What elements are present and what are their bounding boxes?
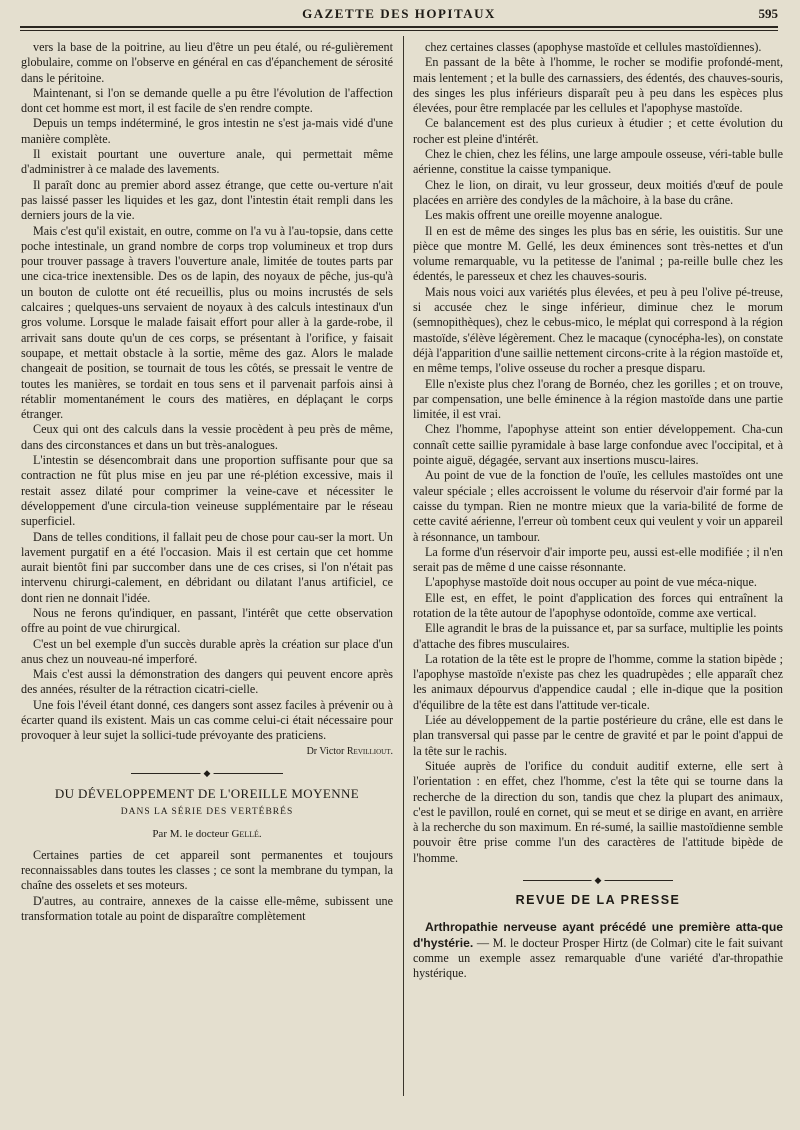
body-paragraph: Il paraît donc au premier abord assez étrange, que cette ou-verture n'ait pas laissé passer les liquides et les gaz, dont l'intestin était rempli dans les derniers jours de la vie. xyxy=(21,177,393,223)
page-number: 595 xyxy=(758,6,778,21)
body-paragraph: Mais c'est aussi la démonstration des dangers qui peuvent encore après des années, résulter de la rétraction cicatri-cielle. xyxy=(21,667,393,697)
body-paragraph: Ceux qui ont des calculs dans la vessie procèdent à peu près de même, dans des circonstances et dans un but très-analogues. xyxy=(21,422,393,452)
press-item-lead: Arthropathie nerveuse ayant précédé une première atta-que d'hystérie. xyxy=(413,920,783,950)
body-paragraph: Mais nous voici aux variétés plus élevées, et peu à peu l'olive pé-treuse, si accusée chez le singe inférieur, diminue chez le morum (semnopithèques), chez le cebus-mico, le méplat qui correspond à la région mastoïde, s'élève légèrement. Chez le macaque (cynocépha-les), on constate déjà l'apparition d'une saillie nettement circons-crite à la région mastoïde et, en même temps, l'olive osseuse du rocher a presque disparu. xyxy=(413,284,783,376)
press-item xyxy=(413,920,783,981)
left-paragraphs-a xyxy=(21,40,393,744)
body-paragraph: Elle n'existe plus chez l'orang de Bornéo, chez les gorilles ; et on trouve, par compensation, une belle éminence à la région mastoïde dans une partie limitée, il est vrai. xyxy=(413,376,783,422)
right-paragraphs xyxy=(413,40,783,866)
signature-name: Revilliout. xyxy=(346,745,393,757)
body-paragraph: chez certaines classes (apophyse mastoïde et cellules mastoïdiennes). xyxy=(425,40,762,54)
body-paragraph: Chez l'homme, l'apophyse atteint son entier développement. Cha-cun connaît cette saillie pyramidale à base large confondue avec l'occipital, et à pointe aiguë, dégagée, servant aux insertions muscu-laires. xyxy=(413,422,783,468)
body-paragraph: Chez le chien, chez les félins, une large ampoule osseuse, véri-table bulle aérienne, constitue la caisse tympanique. xyxy=(413,147,783,177)
body-paragraph: Une fois l'éveil étant donné, ces dangers sont assez faciles à prévenir ou à écarter quand ils existent. Mais un cas comme celui-ci était nécessaire pour provoquer à leur sujet la sollici-tude prévoyante des praticiens. xyxy=(21,697,393,743)
body-paragraph: En passant de la bête à l'homme, le rocher se modifie profondé-ment, mais lentement ; et la bulle des carnassiers, des édentés, des chauves-souris, des singes les plus inférieurs disparaît peu à peu dans les espèces plus élevées, pour être remplacée par les cellules et l'apophyse mastoïde. xyxy=(413,55,783,116)
page-header xyxy=(20,4,778,26)
body-paragraph: L'intestin se désencombrait dans une proportion suffisante pour que sa contraction ne fût plus mise en jeu par une ré-plétion excessive, mais il restait assez dilaté pour comprimer la veine-cave et nécessiter le développement d'une circula-tion veineuse supplémentaire par le réseau superficiel. xyxy=(21,453,393,529)
journal-title: GAZETTE DES HOPITAUX xyxy=(302,6,496,21)
press-separator xyxy=(413,876,783,884)
body-paragraph: L'apophyse mastoïde doit nous occuper au point de vue méca-nique. xyxy=(425,575,757,590)
left-column xyxy=(21,40,393,924)
header-rule-thin xyxy=(20,30,778,31)
right-column xyxy=(413,40,783,982)
article-subtitle: DANS LA SÉRIE DES VERTÉBRÉS xyxy=(120,807,294,818)
body-paragraph: Nous ne ferons qu'indiquer, en passant, l'intérêt que cette observation offre au point de vue chirurgical. xyxy=(21,605,393,636)
body-paragraph: La forme d'un réservoir d'air importe peu, aussi est-elle modifiée ; il n'en serait pas de même d une caisse résonnante. xyxy=(413,544,783,575)
body-paragraph: D'autres, au contraire, annexes de la caisse elle-même, subissent une transformation totale au point de disparaître complètement xyxy=(21,893,393,924)
author-prefix: Par M. le docteur xyxy=(152,827,229,840)
body-paragraph: Il existait pourtant une ouverture anale, qui permettait même d'administrer à ce malade des lavements. xyxy=(21,147,393,177)
body-paragraph: Ce balancement est des plus curieux à étudier ; et cette évolution du rocher est pleine d'intérêt. xyxy=(413,116,783,146)
body-paragraph: Située auprès de l'orifice du conduit auditif externe, elle sert à l'orientation : en effet, chez l'homme, c'est la tête qui se tourne dans la recherche de la direction du son, tandis que chez la plupart des animaux, c'est le pavillon, roulé en cornet, qui se meut et se dirige en avant, en arrière à la recherche du son maximum. En ré-sumé, la saillie mastoïdienne semble pouvoir être prise comme l'un des caractères de l'attitude bipède de l'homme. xyxy=(413,758,783,865)
body-paragraph: La rotation de la tête est le propre de l'homme, comme la station bipède ; l'apophyse mastoïde n'existe pas chez les quadrupèdes ; elle apparaît chez les animaux dépourvus d'appendice caudal ; elle in-dique que la position d'équilibre de la tête est dans l'attitude ver-ticale. xyxy=(413,651,783,712)
body-paragraph: Depuis un temps indéterminé, le gros intestin ne s'est ja-mais vidé d'une manière complète. xyxy=(21,116,393,146)
body-paragraph: Il en est de même des singes les plus bas en série, les ouistitis. Sur une pièce que montre M. Gellé, les deux éminences sont très-nettes et d'un volume remarquable, vu la petitesse de l'animal ; pa-reille bulle chez les édentés, le paresseux et chez les chauves-souris. xyxy=(413,223,783,284)
body-paragraph: Certaines parties de cet appareil sont permanentes et toujours reconnaissables dans toutes les classes ; ce sont la membrane du tympan, la chaîne des osselets et ses moteurs. xyxy=(21,847,393,893)
body-paragraph: Au point de vue de la fonction de l'ouïe, les cellules mastoïdes ont une valeur spéciale ; elles accroissent le volume du réservoir d'air formé par la caisse du tympan. Rien ne montre mieux que la varia-bilité de forme de cette cavité aérienne, l'erreur où tombent ceux qui veulent y voir un appareil à résonnance, un tambour. xyxy=(413,468,783,544)
section-separator xyxy=(21,769,393,777)
column-divider xyxy=(403,36,404,1096)
header-rule xyxy=(20,26,778,28)
article-signature xyxy=(21,744,393,759)
article-author xyxy=(21,827,393,842)
press-section-title: REVUE DE LA PRESSE xyxy=(515,893,681,908)
left-paragraphs-b xyxy=(21,848,393,924)
press-item-text: — M. le docteur Prosper Hirtz (de Colmar) cite le fait suivant comme un exemple assez remarquable d'une variété d'ar-thropathie hystérique. xyxy=(413,935,783,981)
body-paragraph: Dans de telles conditions, il fallait peu de chose pour cau-ser la mort. Un lavement purgatif en a été l'occasion. Mais il est certain que cet homme aurait bientôt fini par succomber dans une de ces crises, si l'on n'était pas intervenu chirurgi-calement, en débridant ou dilatant l'anus artificiel, ce dont rien ne donnait l'idée. xyxy=(21,529,393,605)
body-paragraph: C'est un bel exemple d'un succès durable après la création sur place d'un anus chez un nouveau-né imperforé. xyxy=(21,636,393,666)
signature-prefix: Dr Victor xyxy=(306,745,345,757)
body-paragraph: Maintenant, si l'on se demande quelle a pu être l'évolution de l'affection dont cet homme est mort, il est facile de s'en rendre compte. xyxy=(21,85,393,116)
body-paragraph: Elle est, en effet, le point d'application des forces qui entraînent la rotation de la tête autour de l'apophyse odontoïde, comme axe vertical. xyxy=(413,590,783,620)
body-paragraph: Chez le lion, on dirait, vu leur grosseur, deux moitiés d'œuf de poule placées en arrière des condyles de la mâchoire, à la base du crâne. xyxy=(413,177,783,207)
body-paragraph: Mais c'est qu'il existait, en outre, comme on l'a vu à l'au-topsie, dans cette poche intestinale, un grand nombre de corps trop volumineux et trop durs pour trouver passage à travers l'ouverture anale, limitée de toutes parts par une cica-trice inextensible. Des os de lapin, des noyaux de pêche, jus-qu'à un bouton de culotte ont été recueillis, plus ou moins incrustés de sels calcaires ; quelques-uns servaient de noyaux à des calculs intestinaux d'un gros volume. Lorsque le malade faisait effort pour aller à la garde-robe, il arrivait sans doute qu'un de ces corps, se présentant à l'orifice, y faisait soupape, et mettait obstacle à la sortie, même des gaz. Alors le malade changeait de position, se tournait de tous les côtés, se pressait le ventre de toutes les manières, se tordait en tous sens et il parvenait parfois ainsi à rétablir momentanément le cours des matières, en déplaçant le corps étranger. xyxy=(21,223,393,422)
body-paragraph: Elle agrandit le bras de la puissance et, par sa surface, multiplie les points d'attache des fibres musculaires. xyxy=(413,621,783,651)
body-paragraph: vers la base de la poitrine, au lieu d'être un peu étalé, ou ré-gulièrement globulaire, comme on l'observe en général en cas d'épanchement de sérosité dans le péritoine. xyxy=(21,40,393,85)
article-title: DU DÉVELOPPEMENT DE L'OREILLE MOYENNE xyxy=(54,785,360,801)
body-paragraph: Les makis offrent une oreille moyenne analogue. xyxy=(425,208,663,223)
body-paragraph: Liée au développement de la partie postérieure du crâne, elle est dans le plan transversal qui passe par le centre de gravité et par le point d'appui de la tête sur le rachis. xyxy=(413,713,783,758)
author-name: Gellé. xyxy=(231,827,262,840)
